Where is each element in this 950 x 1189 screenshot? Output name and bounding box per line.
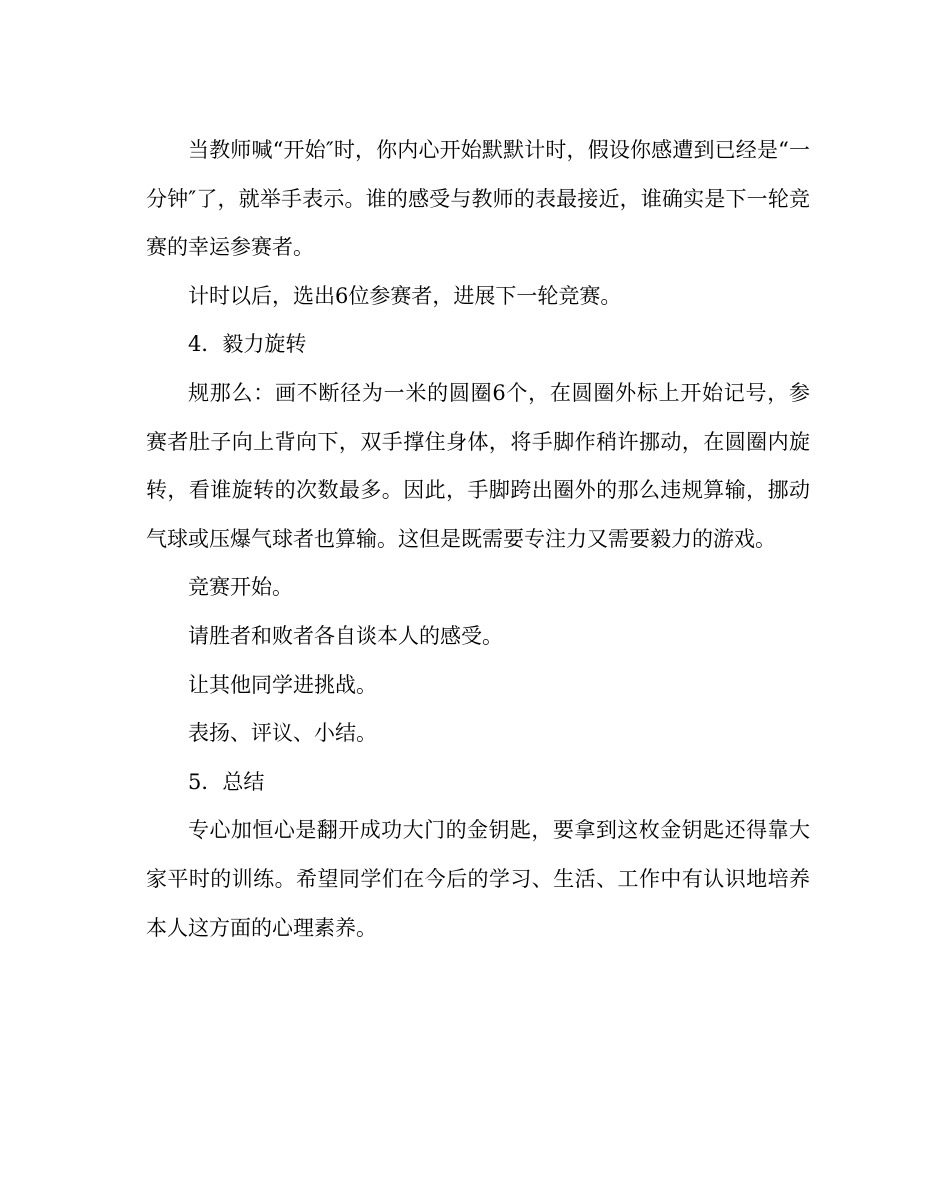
paragraph-conclusion: 专心加恒心是翻开成功大门的金钥匙，要拿到这枚金钥匙还得靠大家平时的训练。希望同学们在今后的学习、生活、工作中有认识地培养本人这方面的心理素养。: [146, 818, 810, 940]
document-body: [146, 126, 810, 952]
paragraph-share-feelings: 请胜者和败者各自谈本人的感受。: [188, 623, 503, 648]
section-heading-summary: 5．总结: [188, 769, 265, 794]
paragraph-summary-steps: 表扬、评议、小结。: [188, 721, 377, 746]
paragraph-challenge: 让其他同学进挑战。: [188, 672, 377, 697]
paragraph-spin-rules: 规那么：画不断径为一米的圆圈6个，在圆圈外标上开始记号，参赛者肚子向上背向下，双手撑住身体，将手脚作稍许挪动，在圆圈内旋转，看谁旋转的次数最多。因此，手脚跨出圈外的那么违规算输，挪动气球或压爆气球者也算输。这但是既需要专注力又需要毅力的游戏。: [146, 380, 810, 551]
paragraph-competition-start: 竞赛开始。: [188, 575, 293, 600]
paragraph-select-contestants: 计时以后，选出6位参赛者，进展下一轮竞赛。: [188, 283, 622, 308]
section-heading-perseverance-spin: 4．毅力旋转: [188, 332, 307, 357]
paragraph-countdown-rule: 当教师喊“开始″时，你内心开始默默计时，假设你感遭到已经是“一分钟″了，就举手表示。谁的感受与教师的表最接近，谁确实是下一轮竞赛的幸运参赛者。: [146, 138, 810, 260]
